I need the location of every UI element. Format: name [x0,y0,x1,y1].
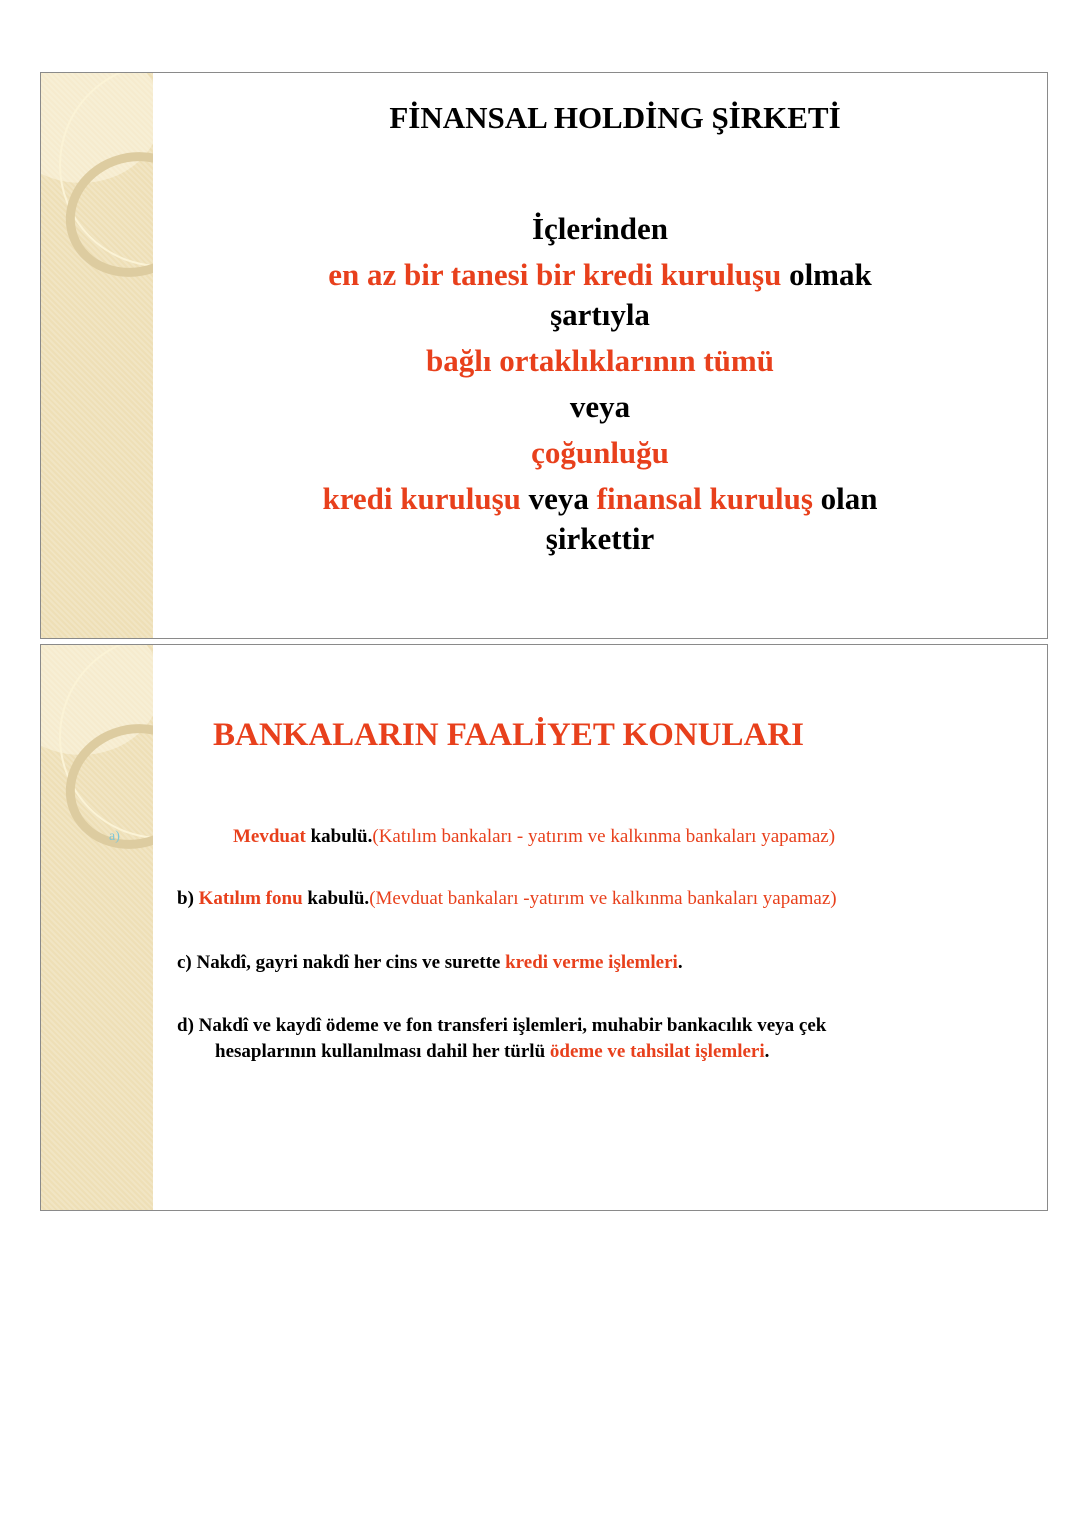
list-item-a [233,825,835,849]
highlight: ödeme ve tahsilat işlemleri [549,1041,765,1062]
highlight: en az bir tanesi bir kredi kuruluşu [328,257,782,292]
list-item-b [177,887,837,911]
list-item-c [177,951,683,975]
slide-sidebar-decoration [41,73,153,638]
text: olmak [781,257,872,292]
slide-sidebar-decoration [41,645,153,1210]
highlight: kredi verme işlemleri [505,952,678,973]
text: b) [177,888,199,909]
text-line: veya [569,389,631,424]
slide-finansal-holding [40,72,1048,639]
text-line: İçlerinden [531,211,669,246]
note: (Mevduat bankaları -yatırım ve kalkınma bankaları yapamaz) [369,888,837,909]
text: veya [520,481,597,516]
text: . [764,1041,770,1062]
text-line: çoğunluğu [531,435,669,470]
slide-title: BANKALARIN FAALİYET KONULARI [213,717,805,753]
list-item-d-cont [215,1040,769,1064]
text-line: bağlı ortaklıklarının tümü [426,343,774,378]
list-item-d [177,1014,826,1038]
text-line: şirkettir [545,521,655,556]
slide-bankalarin-faaliyet [40,644,1048,1211]
text-line [153,481,1047,517]
text: hesaplarının kullanılması dahil her türlü [215,1041,550,1062]
text-line: şartıyla [550,297,650,332]
text: kabulü. [305,826,373,847]
text: . [677,952,683,973]
text: d) Nakdî ve kaydî ödeme ve fon transferi işlemleri, muhabir bankacılık veya çek [177,1015,827,1036]
text: kabulü. [302,888,370,909]
highlight: kredi kuruluşu [322,481,521,516]
note: (Katılım bankaları - yatırım ve kalkınma bankaları yapamaz) [372,826,836,847]
text-line [153,257,1047,293]
slide-title: FİNANSAL HOLDİNG ŞİRKETİ [389,100,841,135]
highlight: finansal kuruluş [596,481,813,516]
highlight: Katılım fonu [198,888,303,909]
highlight: Mevduat [233,826,306,847]
text: olan [812,481,878,516]
text: c) Nakdî, gayri nakdî her cins ve surette [177,952,506,973]
list-marker: a) [109,829,120,844]
